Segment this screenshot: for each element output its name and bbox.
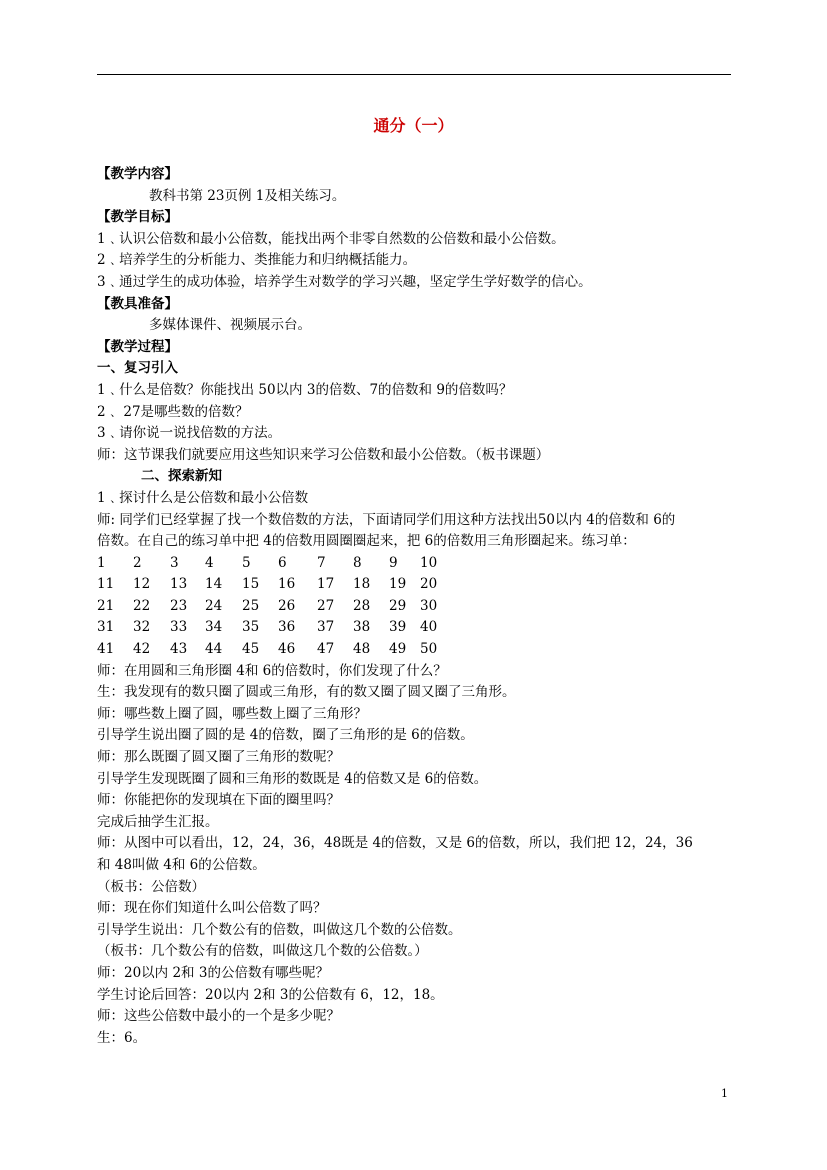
grid-cell: 24 [205,597,223,614]
grid-cell: 34 [205,619,223,636]
dialogue-line: 引导学生说出：几个数公有的倍数，叫做这几个数的公倍数。 [97,921,462,938]
grid-cell: 7 [317,554,326,571]
grid-cell: 43 [170,641,188,658]
number-grid [97,553,737,661]
goal-2: 2﹑培养学生的分析能力、类推能力和归纳概括能力。 [97,252,417,269]
grid-row [97,574,737,596]
grid-cell: 40 [420,619,438,636]
grid-cell: 33 [170,619,188,636]
grid-cell: 3 [170,554,179,571]
dialogue-line: 师：哪些数上圈了圆，哪些数上圈了三角形？ [97,705,367,722]
grid-cell: 20 [420,576,438,593]
grid-cell: 32 [133,619,151,636]
section-heading-prep: 【教具准备】 [97,295,178,312]
dialogue-line: （板书：几个数公有的倍数，叫做这几个数的公倍数。） [97,943,428,960]
document-body [97,164,737,1049]
grid-cell: 45 [242,641,260,658]
explore-paragraph-line-1: 师: 同学们已经掌握了找一个数倍数的方法，下面请同学们用这种方法找出50以内 4的倍数和 6的 [97,511,676,528]
grid-cell: 29 [389,597,407,614]
grid-cell: 42 [133,641,151,658]
grid-cell: 16 [278,576,296,593]
section-heading-content: 【教学内容】 [97,166,178,182]
grid-cell: 31 [97,619,115,636]
section-heading-goals: 【教学目标】 [97,209,178,226]
grid-cell: 21 [97,597,115,614]
dialogue-line: 师：这些公倍数中最小的一个是多少呢？ [97,1008,340,1025]
grid-cell: 35 [242,619,260,636]
grid-row [97,596,737,618]
grid-cell: 17 [317,576,335,593]
dialogue-line: 师：在用圆和三角形圈 4和 6的倍数时，你们发现了什么？ [97,662,447,679]
grid-cell: 13 [170,576,188,593]
part-1-heading: 一、复习引入 [97,360,178,377]
grid-cell: 8 [353,554,362,571]
dialogue-line: 师：你能把你的发现填在下面的圈里吗？ [97,792,340,809]
goal-3: 3﹑通过学生的成功体验，培养学生对数学的学习兴趣，坚定学生学好数学的信心。 [97,273,592,290]
grid-cell: 26 [278,597,296,614]
grid-cell: 37 [317,619,335,636]
grid-cell: 2 [133,554,142,571]
review-question-3: 3﹑请你说一说找倍数的方法。 [97,425,282,442]
grid-cell: 19 [389,576,407,593]
review-question-1: 1﹑什么是倍数？你能找出 50以内 3的倍数、7的倍数和 9的倍数吗？ [97,381,513,398]
grid-cell: 28 [353,597,371,614]
dialogue-line: 引导学生说出圈了圆的是 4的倍数，圈了三角形的是 6的倍数。 [97,727,474,744]
grid-cell: 1 [97,554,106,571]
grid-cell: 27 [317,597,335,614]
explore-paragraph-line-2: 倍数。在自己的练习单中把 4的倍数用圆圈圈起来，把 6的倍数用三角形圈起来。练习单： [97,533,636,550]
dialogue-line: 生：6。 [97,1029,147,1046]
grid-cell: 18 [353,576,371,593]
teacher-intro: 师：这节课我们就要应用这些知识来学习公倍数和最小公倍数。（板书课题） [97,446,550,463]
explore-item-1: 1﹑探讨什么是公倍数和最小公倍数 [97,489,309,506]
grid-cell: 48 [353,641,371,658]
dialogue-line: 生：我发现有的数只圈了圆或三角形，有的数又圈了圆又圈了三角形。 [97,684,516,701]
header-rule [97,74,731,75]
grid-cell: 41 [97,641,115,658]
dialogue-line: 师：20以内 2和 3的公倍数有哪些呢？ [97,964,329,981]
grid-cell: 10 [420,554,438,571]
grid-cell: 38 [353,619,371,636]
dialogue-line: 学生讨论后回答：20以内 2和 3的公倍数有 6，12，18。 [97,986,444,1003]
grid-cell: 12 [133,576,151,593]
grid-cell: 36 [278,619,296,636]
grid-cell: 25 [242,597,260,614]
dialogue-line: 师：现在你们知道什么叫公倍数了吗？ [97,900,327,917]
dialogue-line: 师：从图中可以看出，12，24，36，48既是 4的倍数，又是 6的倍数，所以，我们把 12，24，36 [97,835,693,852]
grid-cell: 49 [389,641,407,658]
part-2-heading: 二、探索新知 [141,468,222,485]
grid-cell: 5 [242,554,251,571]
grid-cell: 46 [278,641,296,658]
grid-cell: 6 [278,554,287,571]
dialogue-line: 和 48叫做 4和 6的公倍数。 [97,857,266,873]
grid-row [97,639,737,661]
page-title: 通分（一） [373,116,454,135]
dialogue-line: （板书：公倍数） [97,878,205,895]
grid-cell: 47 [317,641,335,658]
grid-cell: 39 [389,619,407,636]
grid-cell: 30 [420,597,438,614]
grid-cell: 4 [205,554,214,571]
grid-row [97,617,737,639]
grid-cell: 22 [133,597,151,614]
review-question-2: 2﹑ 27是哪些数的倍数？ [97,403,249,420]
grid-cell: 50 [420,641,438,658]
dialogue-section [97,661,737,1050]
grid-cell: 11 [97,576,115,593]
page-number: 1 [721,1087,728,1100]
section-heading-process: 【教学过程】 [97,338,178,355]
grid-row [97,553,737,575]
grid-cell: 44 [205,641,223,658]
content-text: 教科书第 23页例 1及相关练习。 [149,187,346,204]
grid-cell: 15 [242,576,260,593]
dialogue-line: 引导学生发现既圈了圆和三角形的数既是 4的倍数又是 6的倍数。 [97,770,488,787]
dialogue-line: 师：那么既圈了圆又圈了三角形的数呢？ [97,749,340,766]
goal-1: 1﹑认识公倍数和最小公倍数，能找出两个非零自然数的公倍数和最小公倍数。 [97,230,565,247]
grid-cell: 9 [389,554,398,571]
grid-cell: 23 [170,597,188,614]
dialogue-line: 完成后抽学生汇报。 [97,813,219,830]
grid-cell: 14 [205,576,223,593]
prep-text: 多媒体课件、视频展示台。 [149,317,311,334]
